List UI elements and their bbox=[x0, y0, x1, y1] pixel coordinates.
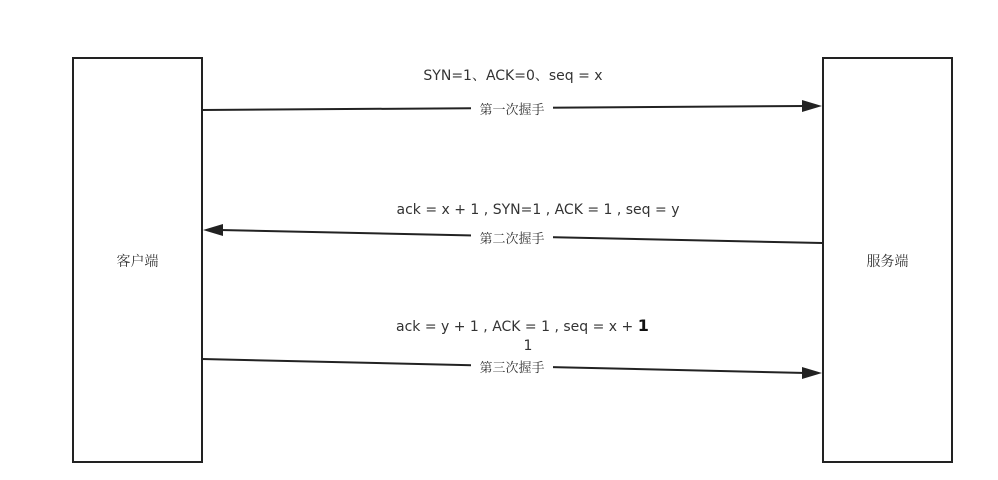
handshake-1-step: 第一次握手 bbox=[479, 103, 545, 118]
handshake-1 bbox=[202, 68, 822, 118]
handshake-3-label-wrap: 1 bbox=[523, 338, 533, 354]
handshake-3-label bbox=[396, 316, 649, 335]
handshake-2-step: 第二次握手 bbox=[479, 232, 545, 247]
handshake-3-label-main: ack = y + 1 , ACK = 1 , seq = x + bbox=[396, 319, 638, 335]
client-label: 客户端 bbox=[116, 254, 159, 270]
handshake-3-label-bold: 1 bbox=[637, 316, 649, 335]
handshake-1-arrowhead bbox=[802, 100, 822, 112]
handshake-2-arrowhead bbox=[203, 224, 223, 236]
handshake-3-step: 第三次握手 bbox=[479, 361, 545, 376]
handshake-3 bbox=[202, 316, 822, 379]
handshake-3-arrowhead bbox=[802, 367, 822, 379]
handshake-1-label: SYN=1、ACK=0、seq = x bbox=[423, 68, 603, 84]
server-label: 服务端 bbox=[866, 254, 909, 270]
handshake-2-label: ack = x + 1 , SYN=1 , ACK = 1 , seq = y bbox=[396, 202, 680, 218]
handshake-2 bbox=[203, 202, 822, 247]
